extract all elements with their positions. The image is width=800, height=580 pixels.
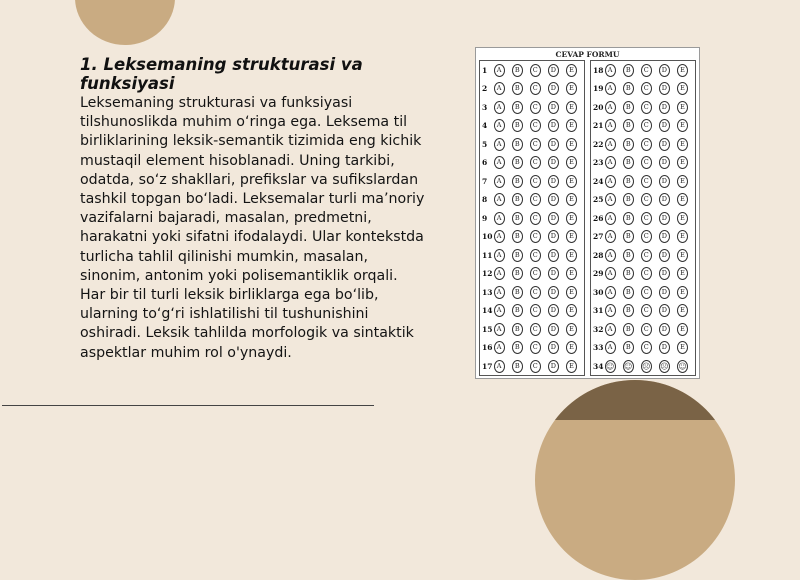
answer-bubble: C: [530, 193, 541, 206]
answer-sheet-title: CEVAP FORMU: [555, 50, 620, 59]
answer-row: [480, 357, 584, 376]
answer-bubble: D: [548, 175, 559, 188]
answer-row: [591, 246, 695, 265]
answer-row: [591, 283, 695, 302]
question-number: 16: [482, 343, 493, 353]
answer-bubble: A: [494, 267, 505, 280]
answer-row: [591, 320, 695, 339]
question-number: 19: [593, 84, 604, 94]
answer-bubble: B: [512, 101, 523, 114]
answer-bubble: B: [512, 193, 523, 206]
decorative-circle-bottom-shade: [535, 380, 735, 580]
answer-bubble: E: [566, 341, 577, 354]
neutral-face-icon: ☹: [642, 361, 651, 371]
answer-bubble: C: [530, 101, 541, 114]
answer-bubble: D: [659, 267, 670, 280]
answer-bubble: A: [605, 156, 616, 169]
answer-row: [480, 172, 584, 191]
answer-bubble: D: [659, 249, 670, 262]
answer-bubble: B: [512, 119, 523, 132]
question-number: 7: [482, 176, 488, 186]
answer-bubble: B: [512, 64, 523, 77]
answer-bubble: E: [566, 230, 577, 243]
answer-bubble: C: [530, 249, 541, 262]
answer-bubble: A: [494, 138, 505, 151]
answer-bubble: E: [677, 341, 688, 354]
question-number: 17: [482, 361, 493, 371]
answer-bubble: A: [494, 304, 505, 317]
question-number: 18: [593, 65, 604, 75]
answer-bubble: E: [677, 230, 688, 243]
answer-bubble: E: [566, 304, 577, 317]
answer-bubble: B: [623, 212, 634, 225]
answer-bubble: E: [677, 119, 688, 132]
answer-bubble: D: [659, 230, 670, 243]
answer-bubble: E: [677, 138, 688, 151]
answer-bubble: B: [623, 341, 634, 354]
answer-bubble: C: [641, 249, 652, 262]
answer-row: [480, 320, 584, 339]
question-number: 2: [482, 84, 488, 94]
question-number: 25: [593, 195, 604, 205]
answer-bubble: E: [677, 249, 688, 262]
answer-bubble: B: [512, 323, 523, 336]
answer-bubble: D: [659, 304, 670, 317]
answer-bubble: A: [494, 101, 505, 114]
answer-bubble: E: [677, 304, 688, 317]
answer-row: [591, 154, 695, 173]
answer-row: [480, 283, 584, 302]
answer-row: [591, 61, 695, 80]
question-number: 9: [482, 213, 488, 223]
answer-row: [591, 228, 695, 247]
answer-bubble: A: [494, 360, 505, 373]
answer-bubble: A: [605, 341, 616, 354]
answer-bubble: B: [512, 249, 523, 262]
answer-bubble: E: [566, 138, 577, 151]
answer-bubble: A: [494, 230, 505, 243]
answer-bubble: E: [566, 119, 577, 132]
answer-bubble: A: [494, 64, 505, 77]
answer-bubble: A: [494, 341, 505, 354]
question-number: 27: [593, 232, 604, 242]
answer-bubble: A: [494, 323, 505, 336]
answer-bubble: C: [530, 360, 541, 373]
answer-sheet-image: [475, 47, 700, 379]
answer-bubble: C: [641, 175, 652, 188]
answer-bubble: D: [548, 156, 559, 169]
answer-bubble: D: [548, 64, 559, 77]
answer-bubble: B: [512, 156, 523, 169]
question-number: 11: [482, 250, 493, 260]
answer-bubble: E: [677, 101, 688, 114]
answer-row: [591, 117, 695, 136]
answer-bubble: E: [566, 249, 577, 262]
answer-bubble: E: [566, 156, 577, 169]
question-number: 24: [593, 176, 604, 186]
question-number: 4: [482, 121, 488, 131]
answer-bubble: D: [548, 212, 559, 225]
answer-bubble: E: [566, 175, 577, 188]
answer-bubble: C: [641, 64, 652, 77]
answer-row: [591, 265, 695, 284]
answer-bubble: E: [566, 101, 577, 114]
answer-bubble: B: [512, 286, 523, 299]
answer-bubble: B: [623, 64, 634, 77]
question-number: 22: [593, 139, 604, 149]
answer-bubble: C: [641, 341, 652, 354]
question-number: 20: [593, 102, 604, 112]
answer-bubble: A: [494, 82, 505, 95]
answer-bubble: B: [512, 360, 523, 373]
answer-bubble: A: [494, 156, 505, 169]
question-number: 30: [593, 287, 604, 297]
answer-bubble: E: [566, 212, 577, 225]
answer-row: [480, 246, 584, 265]
answer-bubble: C: [641, 138, 652, 151]
smiley-face-icon: ☺: [605, 361, 615, 371]
answer-bubble: C: [530, 304, 541, 317]
answer-bubble: D: [659, 101, 670, 114]
answer-bubble: C: [530, 64, 541, 77]
answer-bubble: D: [548, 193, 559, 206]
answer-bubble: E: [566, 323, 577, 336]
answer-bubble: D: [659, 138, 670, 151]
answer-bubble: E: [566, 193, 577, 206]
answer-bubble: D: [548, 119, 559, 132]
answer-bubble: B: [512, 230, 523, 243]
answer-row: [480, 228, 584, 247]
answer-bubble: E: [566, 82, 577, 95]
answer-row: [591, 98, 695, 117]
answer-bubble: A: [605, 267, 616, 280]
answer-bubble: C: [530, 267, 541, 280]
question-number: 23: [593, 158, 604, 168]
answer-bubble: A: [494, 212, 505, 225]
answer-bubble: A: [494, 119, 505, 132]
question-number: 10: [482, 232, 493, 242]
slide-heading: 1. Leksemaning strukturasi va funksiyasi: [80, 55, 363, 93]
answer-row: [591, 135, 695, 154]
answer-bubble: E: [677, 212, 688, 225]
frowning-face-icon: ☹: [660, 361, 669, 371]
answer-bubble: C: [641, 304, 652, 317]
answer-bubble: E: [566, 286, 577, 299]
answer-bubble: B: [623, 101, 634, 114]
answer-bubble: B: [512, 175, 523, 188]
answer-bubble: C: [530, 230, 541, 243]
answer-bubble: A: [605, 175, 616, 188]
decorative-circle-top: [75, 0, 175, 45]
answer-bubble: C: [641, 193, 652, 206]
answer-bubble: C: [530, 119, 541, 132]
answer-bubble: B: [512, 212, 523, 225]
answer-bubble: E: [677, 286, 688, 299]
answer-bubble: C: [641, 156, 652, 169]
answer-bubble: E: [677, 267, 688, 280]
question-number: 13: [482, 287, 493, 297]
answer-row: [591, 80, 695, 99]
answer-bubble: A: [605, 304, 616, 317]
answer-bubble: D: [659, 119, 670, 132]
answer-bubble: A: [605, 138, 616, 151]
question-number: 14: [482, 306, 493, 316]
question-number: 28: [593, 250, 604, 260]
answer-bubble: C: [530, 212, 541, 225]
answer-bubble: A: [605, 119, 616, 132]
smiley-face-icon: ☺: [678, 361, 687, 371]
answer-bubble: A: [494, 193, 505, 206]
question-number: 12: [482, 269, 493, 279]
answer-bubble: B: [623, 193, 634, 206]
answer-bubble: B: [623, 119, 634, 132]
answer-row: [591, 357, 695, 376]
answer-bubble: D: [548, 101, 559, 114]
answer-bubble: A: [605, 82, 616, 95]
answer-bubble: D: [548, 341, 559, 354]
answer-bubble: E: [566, 64, 577, 77]
answer-row: [480, 135, 584, 154]
answer-bubble: D: [659, 286, 670, 299]
answer-bubble: D: [659, 64, 670, 77]
answer-bubble: A: [605, 212, 616, 225]
answer-bubble: C: [530, 138, 541, 151]
answer-bubble: D: [548, 82, 559, 95]
answer-bubble: C: [530, 323, 541, 336]
answer-bubble: B: [512, 341, 523, 354]
answer-bubble: B: [623, 138, 634, 151]
question-number: 15: [482, 324, 493, 334]
answer-bubble: B: [512, 138, 523, 151]
question-number: 31: [593, 306, 604, 316]
divider-line: [2, 405, 374, 406]
answer-row: [480, 265, 584, 284]
answer-row: [480, 302, 584, 321]
answer-bubble: E: [677, 156, 688, 169]
answer-bubble: D: [659, 341, 670, 354]
answer-bubble: D: [659, 212, 670, 225]
answer-bubble: D: [548, 304, 559, 317]
answer-bubble: A: [494, 286, 505, 299]
answer-bubble: C: [641, 119, 652, 132]
answer-bubble: C: [641, 212, 652, 225]
answer-row: [480, 80, 584, 99]
answer-row: [591, 339, 695, 358]
question-number: 29: [593, 269, 604, 279]
answer-row: [591, 191, 695, 210]
answer-bubble: A: [605, 193, 616, 206]
answer-row: [480, 154, 584, 173]
answer-bubble: A: [605, 101, 616, 114]
slide-body-text: Leksemaning strukturasi va funksiyasi tilshunoslikda muhim o‘ringa ega. Leksema til birliklarining leksik-semantik tizimida eng kichik mustaqil element hisoblanadi. Uning tarkibi, odatda, so‘z shakllari, prefikslar va sufikslardan tashkil topgan bo‘ladi. Leksemalar turli ma’noriy vazifalarni bajaradi, masalan, predmetni, harakatni yoki sifatni ifodalaydi. Ular kontekstda turlicha tahlil qilinishi mumkin, masalan, sinonim, antonim yoki polisemantiklik orqali. Har bir til turli leksik birliklarga ega bo‘lib, ularning to‘g‘ri ishlatilishi til tushunishini oshiradi. Leksik tahlilda morfologik va sintaktik aspektlar muhim rol o'ynaydi.: [80, 95, 425, 361]
answer-row: [480, 209, 584, 228]
answer-bubble: B: [623, 230, 634, 243]
answer-bubble: D: [548, 323, 559, 336]
answer-bubble: B: [623, 323, 634, 336]
answer-bubble: A: [605, 286, 616, 299]
answer-bubble: B: [512, 82, 523, 95]
answer-bubble: B: [623, 304, 634, 317]
answer-bubble: D: [548, 267, 559, 280]
smiley-face-icon: ☺: [624, 361, 633, 371]
answer-row: [480, 191, 584, 210]
answer-bubble: C: [641, 230, 652, 243]
question-number: 6: [482, 158, 488, 168]
answer-bubble: E: [677, 193, 688, 206]
answer-bubble: E: [566, 267, 577, 280]
answer-row: [591, 209, 695, 228]
answer-bubble: E: [677, 64, 688, 77]
answer-bubble: D: [548, 249, 559, 262]
question-number: 5: [482, 139, 488, 149]
question-number: 34: [593, 361, 604, 371]
answer-row: [591, 302, 695, 321]
answer-bubble: E: [677, 82, 688, 95]
answer-bubble: B: [623, 156, 634, 169]
answer-column-right: [590, 60, 696, 376]
answer-bubble: A: [494, 249, 505, 262]
answer-row: [480, 117, 584, 136]
answer-bubble: D: [659, 175, 670, 188]
answer-bubble: B: [623, 267, 634, 280]
question-number: 1: [482, 65, 488, 75]
answer-bubble: D: [659, 156, 670, 169]
answer-row: [480, 339, 584, 358]
answer-bubble: A: [605, 249, 616, 262]
answer-row: [591, 172, 695, 191]
answer-bubble: D: [548, 138, 559, 151]
question-number: 8: [482, 195, 488, 205]
answer-bubble: C: [641, 101, 652, 114]
question-number: 21: [593, 121, 604, 131]
question-number: 3: [482, 102, 488, 112]
answer-bubble: C: [530, 286, 541, 299]
answer-row: [480, 98, 584, 117]
answer-bubble: C: [641, 82, 652, 95]
answer-bubble: D: [659, 323, 670, 336]
question-number: 32: [593, 324, 604, 334]
answer-bubble: C: [530, 341, 541, 354]
answer-bubble: B: [512, 304, 523, 317]
answer-bubble: D: [659, 193, 670, 206]
answer-bubble: E: [677, 323, 688, 336]
answer-bubble: D: [548, 286, 559, 299]
answer-bubble: C: [530, 82, 541, 95]
question-number: 26: [593, 213, 604, 223]
answer-bubble: E: [566, 360, 577, 373]
answer-row: [480, 61, 584, 80]
answer-bubble: A: [605, 323, 616, 336]
answer-bubble: C: [641, 267, 652, 280]
answer-bubble: C: [641, 323, 652, 336]
answer-bubble: B: [623, 249, 634, 262]
answer-bubble: B: [623, 82, 634, 95]
answer-column-left: [479, 60, 585, 376]
answer-bubble: B: [623, 175, 634, 188]
answer-bubble: C: [530, 175, 541, 188]
answer-bubble: C: [530, 156, 541, 169]
answer-bubble: A: [494, 175, 505, 188]
answer-bubble: A: [605, 230, 616, 243]
answer-bubble: D: [548, 360, 559, 373]
answer-bubble: C: [641, 286, 652, 299]
answer-bubble: E: [677, 175, 688, 188]
question-number: 33: [593, 343, 604, 353]
answer-bubble: D: [659, 82, 670, 95]
answer-bubble: B: [623, 286, 634, 299]
answer-bubble: D: [548, 230, 559, 243]
answer-bubble: A: [605, 64, 616, 77]
answer-bubble: B: [512, 267, 523, 280]
